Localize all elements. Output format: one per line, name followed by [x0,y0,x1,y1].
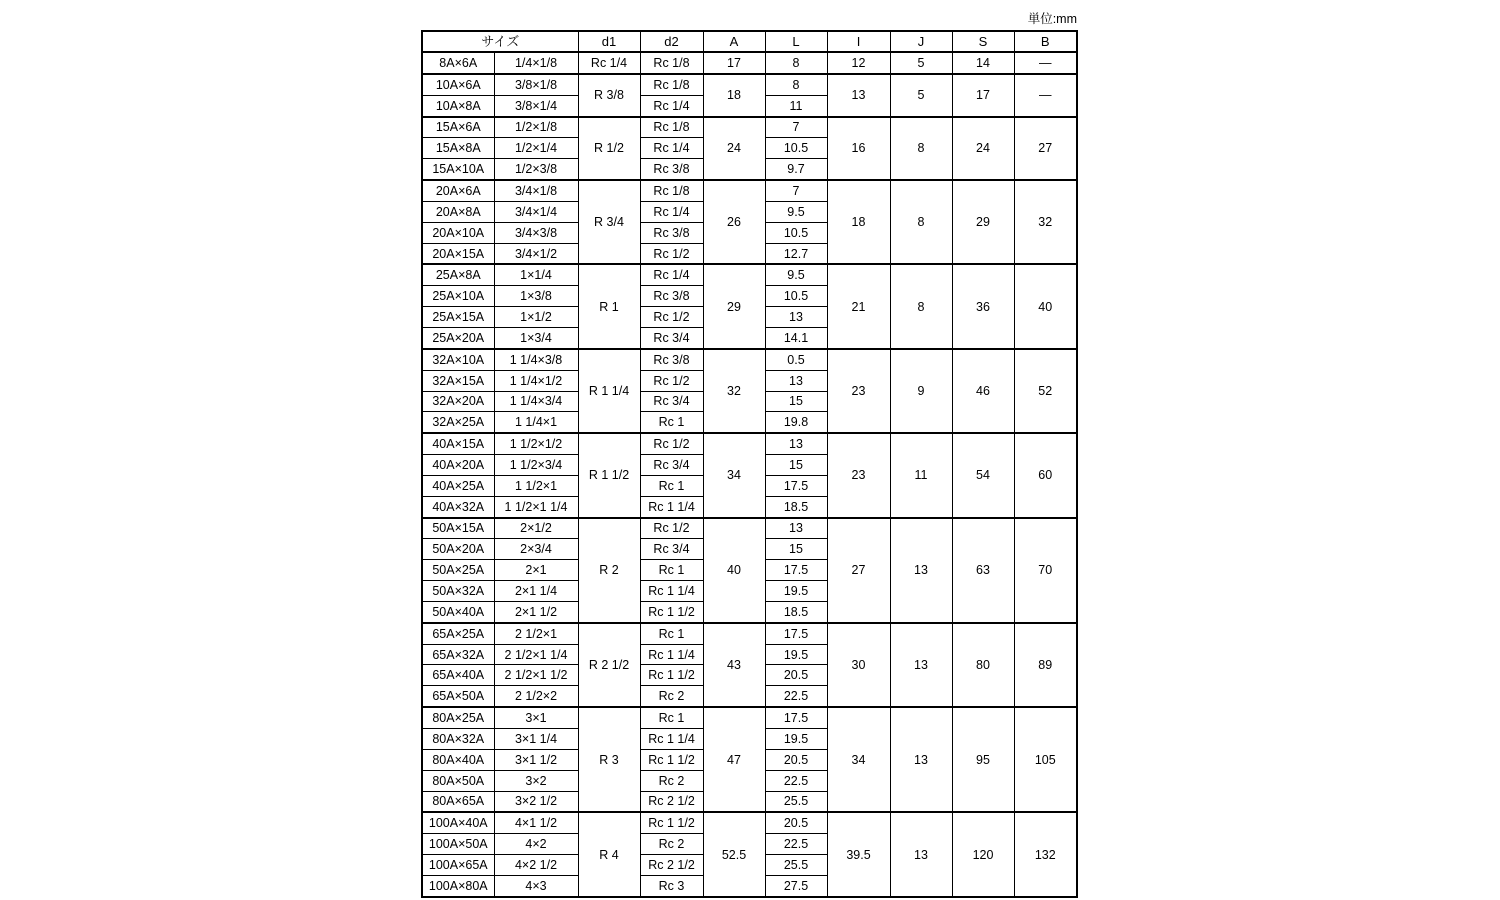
header-i: I [827,31,890,52]
i-cell: 12 [827,52,890,74]
d2-cell: Rc 3/4 [640,455,703,476]
table-row [422,264,1077,285]
b-cell: 27 [1014,117,1077,181]
size-nominal-cell: 100A×65A [422,855,494,876]
l-cell: 13 [765,307,827,328]
s-cell: 95 [952,707,1014,812]
b-cell: 105 [1014,707,1077,812]
size-inch-cell: 3/4×1/2 [494,243,578,264]
l-cell: 17.5 [765,707,827,728]
a-cell: 40 [703,518,765,623]
header-size: サイズ [422,31,578,52]
d1-cell: Rc 1/4 [578,52,640,74]
size-nominal-cell: 100A×40A [422,812,494,833]
s-cell: 120 [952,812,1014,896]
size-nominal-cell: 40A×25A [422,475,494,496]
size-nominal-cell: 20A×15A [422,243,494,264]
j-cell: 13 [890,518,952,623]
d2-cell: Rc 2 [640,686,703,707]
a-cell: 29 [703,264,765,348]
d2-cell: Rc 3/8 [640,222,703,243]
i-cell: 34 [827,707,890,812]
d2-cell: Rc 3/4 [640,391,703,412]
size-inch-cell: 3/4×1/8 [494,180,578,201]
l-cell: 25.5 [765,855,827,876]
size-inch-cell: 1×1/4 [494,264,578,285]
table-row [422,812,1077,833]
l-cell: 19.5 [765,729,827,750]
size-inch-cell: 1/4×1/8 [494,52,578,74]
l-cell: 9.5 [765,201,827,222]
j-cell: 5 [890,52,952,74]
size-inch-cell: 2×1/2 [494,518,578,539]
d2-cell: Rc 1 [640,475,703,496]
size-inch-cell: 2×3/4 [494,539,578,560]
s-cell: 24 [952,117,1014,181]
size-inch-cell: 3×1 1/4 [494,729,578,750]
b-cell: — [1014,74,1077,117]
l-cell: 27.5 [765,875,827,896]
s-cell: 63 [952,518,1014,623]
d2-cell: Rc 1/4 [640,138,703,159]
size-nominal-cell: 8A×6A [422,52,494,74]
l-cell: 0.5 [765,349,827,370]
size-nominal-cell: 25A×15A [422,307,494,328]
d2-cell: Rc 1 [640,707,703,728]
size-nominal-cell: 50A×32A [422,581,494,602]
header-j: J [890,31,952,52]
header-row [422,31,1077,52]
size-inch-cell: 2 1/2×1 1/4 [494,644,578,665]
i-cell: 18 [827,180,890,264]
j-cell: 5 [890,74,952,117]
size-nominal-cell: 25A×8A [422,264,494,285]
header-a: A [703,31,765,52]
header-s: S [952,31,1014,52]
i-cell: 23 [827,349,890,433]
d1-cell: R 2 [578,518,640,623]
l-cell: 10.5 [765,222,827,243]
l-cell: 10.5 [765,286,827,307]
header-l: L [765,31,827,52]
l-cell: 17.5 [765,623,827,644]
size-nominal-cell: 25A×10A [422,286,494,307]
d1-cell: R 3/4 [578,180,640,264]
l-cell: 18.5 [765,496,827,517]
d2-cell: Rc 1 1/4 [640,581,703,602]
size-nominal-cell: 32A×10A [422,349,494,370]
d2-cell: Rc 1 1/2 [640,665,703,686]
l-cell: 19.8 [765,412,827,433]
size-nominal-cell: 32A×20A [422,391,494,412]
i-cell: 16 [827,117,890,181]
d2-cell: Rc 3/8 [640,349,703,370]
a-cell: 17 [703,52,765,74]
b-cell: 52 [1014,349,1077,433]
d2-cell: Rc 1 1/2 [640,601,703,622]
table-row [422,349,1077,370]
unit-label: 単位:mm [1027,12,1077,26]
d2-cell: Rc 2 [640,834,703,855]
i-cell: 23 [827,433,890,517]
s-cell: 29 [952,180,1014,264]
s-cell: 46 [952,349,1014,433]
size-inch-cell: 4×3 [494,875,578,896]
header-b: B [1014,31,1077,52]
size-nominal-cell: 50A×20A [422,539,494,560]
l-cell: 7 [765,117,827,138]
l-cell: 22.5 [765,834,827,855]
size-nominal-cell: 50A×15A [422,518,494,539]
size-inch-cell: 1×1/2 [494,307,578,328]
l-cell: 15 [765,539,827,560]
l-cell: 14.1 [765,327,827,348]
a-cell: 32 [703,349,765,433]
d2-cell: Rc 1 1/4 [640,496,703,517]
l-cell: 8 [765,52,827,74]
size-nominal-cell: 15A×8A [422,138,494,159]
size-nominal-cell: 65A×25A [422,623,494,644]
l-cell: 20.5 [765,665,827,686]
table-row [422,433,1077,454]
d2-cell: Rc 1 1/4 [640,644,703,665]
size-inch-cell: 2×1 1/4 [494,581,578,602]
l-cell: 15 [765,391,827,412]
size-inch-cell: 1 1/4×3/8 [494,349,578,370]
header-d2: d2 [640,31,703,52]
l-cell: 9.5 [765,264,827,285]
size-nominal-cell: 40A×20A [422,455,494,476]
size-nominal-cell: 65A×50A [422,686,494,707]
size-nominal-cell: 10A×8A [422,95,494,116]
a-cell: 26 [703,180,765,264]
d2-cell: Rc 1 [640,412,703,433]
d2-cell: Rc 1 1/4 [640,729,703,750]
d2-cell: Rc 1/8 [640,52,703,74]
size-inch-cell: 1 1/2×1 [494,475,578,496]
size-nominal-cell: 20A×10A [422,222,494,243]
a-cell: 43 [703,623,765,707]
d2-cell: Rc 1/8 [640,180,703,201]
i-cell: 21 [827,264,890,348]
d2-cell: Rc 1/4 [640,201,703,222]
size-inch-cell: 3×2 1/2 [494,791,578,812]
size-inch-cell: 2×1 [494,560,578,581]
size-inch-cell: 1 1/4×1 [494,412,578,433]
size-nominal-cell: 65A×32A [422,644,494,665]
size-inch-cell: 3×2 [494,770,578,791]
table-row [422,623,1077,644]
d2-cell: Rc 1/2 [640,307,703,328]
size-inch-cell: 1/2×3/8 [494,159,578,180]
size-nominal-cell: 15A×6A [422,117,494,138]
d1-cell: R 3/8 [578,74,640,117]
i-cell: 39.5 [827,812,890,896]
d1-cell: R 1/2 [578,117,640,181]
b-cell: 89 [1014,623,1077,707]
l-cell: 20.5 [765,749,827,770]
size-inch-cell: 2×1 1/2 [494,601,578,622]
d2-cell: Rc 1/4 [640,264,703,285]
l-cell: 19.5 [765,644,827,665]
size-inch-cell: 1 1/2×3/4 [494,455,578,476]
d2-cell: Rc 2 [640,770,703,791]
size-nominal-cell: 100A×50A [422,834,494,855]
l-cell: 12.7 [765,243,827,264]
d2-cell: Rc 1 [640,560,703,581]
size-nominal-cell: 32A×25A [422,412,494,433]
size-nominal-cell: 50A×40A [422,601,494,622]
size-inch-cell: 1 1/2×1 1/4 [494,496,578,517]
l-cell: 8 [765,74,827,95]
l-cell: 20.5 [765,812,827,833]
d2-cell: Rc 3/4 [640,539,703,560]
b-cell: 132 [1014,812,1077,896]
size-nominal-cell: 40A×15A [422,433,494,454]
l-cell: 7 [765,180,827,201]
d2-cell: Rc 3 [640,875,703,896]
size-inch-cell: 4×2 [494,834,578,855]
l-cell: 22.5 [765,770,827,791]
i-cell: 13 [827,74,890,117]
l-cell: 13 [765,433,827,454]
d1-cell: R 4 [578,812,640,896]
l-cell: 13 [765,370,827,391]
size-inch-cell: 3×1 [494,707,578,728]
d2-cell: Rc 2 1/2 [640,855,703,876]
d2-cell: Rc 3/8 [640,286,703,307]
i-cell: 30 [827,623,890,707]
s-cell: 36 [952,264,1014,348]
size-inch-cell: 3/4×3/8 [494,222,578,243]
size-nominal-cell: 15A×10A [422,159,494,180]
d2-cell: Rc 1 1/2 [640,749,703,770]
l-cell: 15 [765,455,827,476]
size-inch-cell: 3/8×1/8 [494,74,578,95]
size-inch-cell: 1/2×1/8 [494,117,578,138]
size-nominal-cell: 100A×80A [422,875,494,896]
table-row [422,180,1077,201]
size-nominal-cell: 80A×25A [422,707,494,728]
size-inch-cell: 1 1/2×1/2 [494,433,578,454]
j-cell: 9 [890,349,952,433]
j-cell: 8 [890,180,952,264]
size-inch-cell: 3×1 1/2 [494,749,578,770]
a-cell: 24 [703,117,765,181]
d2-cell: Rc 3/8 [640,159,703,180]
table-row [422,707,1077,728]
size-inch-cell: 3/4×1/4 [494,201,578,222]
size-inch-cell: 1×3/8 [494,286,578,307]
size-inch-cell: 3/8×1/4 [494,95,578,116]
spec-table-body [422,52,1077,897]
j-cell: 13 [890,623,952,707]
a-cell: 47 [703,707,765,812]
s-cell: 17 [952,74,1014,117]
d2-cell: Rc 1 [640,623,703,644]
size-inch-cell: 1 1/4×1/2 [494,370,578,391]
a-cell: 34 [703,433,765,517]
l-cell: 19.5 [765,581,827,602]
size-nominal-cell: 80A×50A [422,770,494,791]
s-cell: 14 [952,52,1014,74]
s-cell: 54 [952,433,1014,517]
size-inch-cell: 4×1 1/2 [494,812,578,833]
l-cell: 18.5 [765,601,827,622]
table-row [422,518,1077,539]
l-cell: 17.5 [765,475,827,496]
d2-cell: Rc 1/2 [640,433,703,454]
d1-cell: R 3 [578,707,640,812]
b-cell: 32 [1014,180,1077,264]
d2-cell: Rc 1/2 [640,370,703,391]
l-cell: 11 [765,95,827,116]
a-cell: 18 [703,74,765,117]
size-inch-cell: 2 1/2×1 [494,623,578,644]
j-cell: 13 [890,812,952,896]
d2-cell: Rc 1/2 [640,518,703,539]
size-nominal-cell: 20A×8A [422,201,494,222]
d1-cell: R 1 1/4 [578,349,640,433]
d1-cell: R 1 1/2 [578,433,640,517]
size-inch-cell: 4×2 1/2 [494,855,578,876]
spec-table [421,30,1078,898]
size-nominal-cell: 65A×40A [422,665,494,686]
b-cell: 60 [1014,433,1077,517]
size-nominal-cell: 80A×40A [422,749,494,770]
b-cell: — [1014,52,1077,74]
d2-cell: Rc 1/2 [640,243,703,264]
size-nominal-cell: 10A×6A [422,74,494,95]
header-d1: d1 [578,31,640,52]
size-inch-cell: 1 1/4×3/4 [494,391,578,412]
d2-cell: Rc 1/8 [640,74,703,95]
size-inch-cell: 1×3/4 [494,327,578,348]
d1-cell: R 2 1/2 [578,623,640,707]
d2-cell: Rc 2 1/2 [640,791,703,812]
table-row [422,52,1077,74]
l-cell: 13 [765,518,827,539]
l-cell: 17.5 [765,560,827,581]
size-nominal-cell: 25A×20A [422,327,494,348]
d2-cell: Rc 3/4 [640,327,703,348]
d2-cell: Rc 1/4 [640,95,703,116]
l-cell: 10.5 [765,138,827,159]
a-cell: 52.5 [703,812,765,896]
i-cell: 27 [827,518,890,623]
d2-cell: Rc 1 1/2 [640,812,703,833]
j-cell: 13 [890,707,952,812]
l-cell: 9.7 [765,159,827,180]
table-row [422,117,1077,138]
size-inch-cell: 2 1/2×1 1/2 [494,665,578,686]
size-nominal-cell: 50A×25A [422,560,494,581]
size-nominal-cell: 32A×15A [422,370,494,391]
size-nominal-cell: 40A×32A [422,496,494,517]
b-cell: 70 [1014,518,1077,623]
size-nominal-cell: 20A×6A [422,180,494,201]
j-cell: 11 [890,433,952,517]
j-cell: 8 [890,264,952,348]
d1-cell: R 1 [578,264,640,348]
l-cell: 25.5 [765,791,827,812]
size-inch-cell: 1/2×1/4 [494,138,578,159]
table-row [422,74,1077,95]
l-cell: 22.5 [765,686,827,707]
size-nominal-cell: 80A×65A [422,791,494,812]
size-inch-cell: 2 1/2×2 [494,686,578,707]
j-cell: 8 [890,117,952,181]
d2-cell: Rc 1/8 [640,117,703,138]
size-nominal-cell: 80A×32A [422,729,494,750]
s-cell: 80 [952,623,1014,707]
b-cell: 40 [1014,264,1077,348]
